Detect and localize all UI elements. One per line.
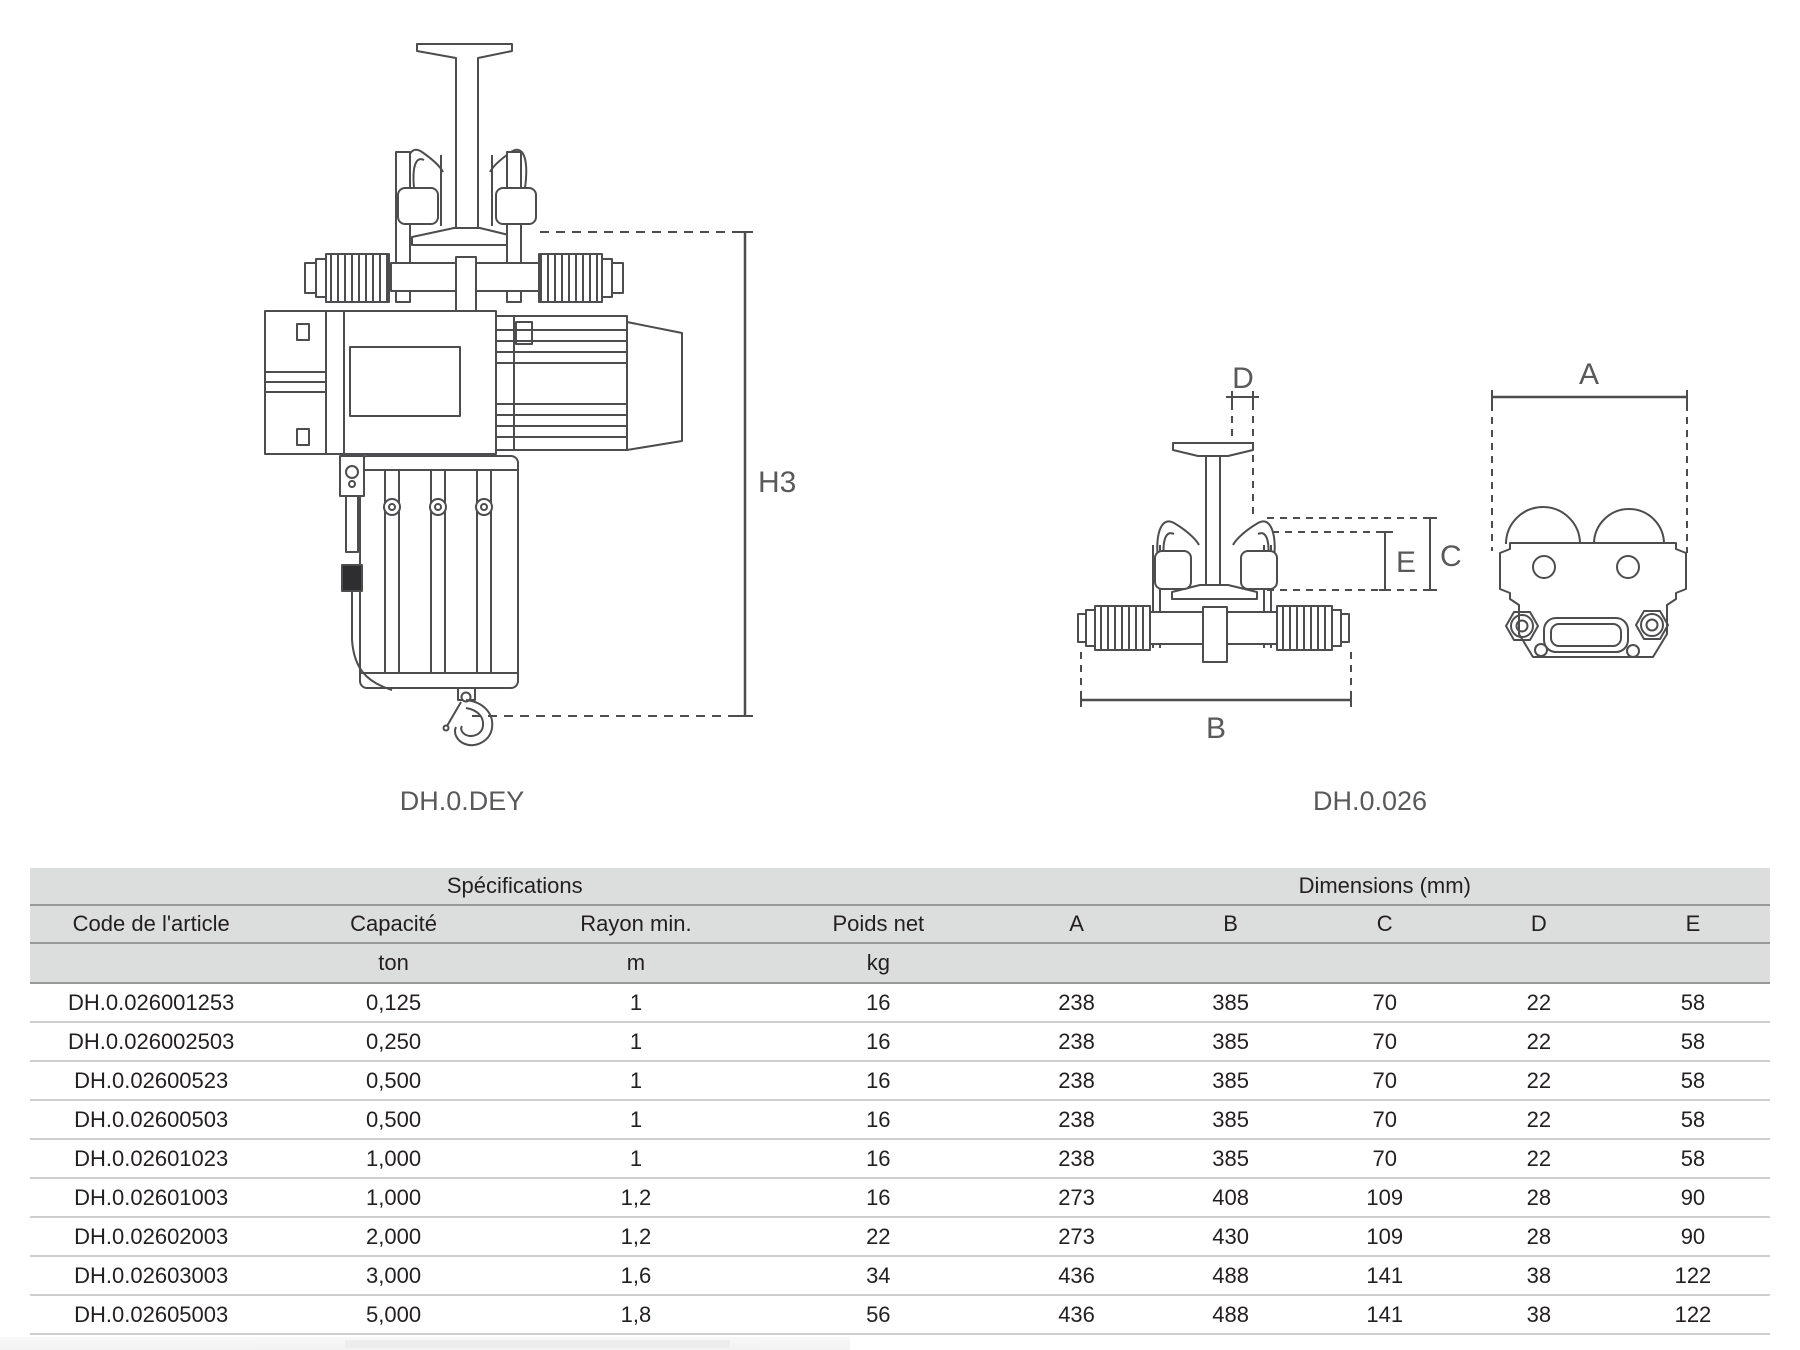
- cell-weight: 16: [757, 1100, 999, 1139]
- table-row: [30, 1100, 1770, 1139]
- column-header: Poids net: [757, 905, 999, 943]
- hoist-body: [265, 311, 682, 690]
- cell-radius: 1: [515, 1022, 757, 1061]
- cell-radius: 1: [515, 983, 757, 1022]
- cell-b: 385: [1154, 1139, 1308, 1178]
- cell-weight: 22: [757, 1217, 999, 1256]
- cell-radius: 1,2: [515, 1178, 757, 1217]
- unit-cell: [1616, 943, 1770, 983]
- cell-c: 141: [1308, 1256, 1462, 1295]
- cell-b: 385: [1154, 1022, 1308, 1061]
- cell-d: 22: [1462, 1139, 1616, 1178]
- cell-d: 28: [1462, 1217, 1616, 1256]
- unit-cell: ton: [272, 943, 514, 983]
- cell-e: 58: [1616, 1022, 1770, 1061]
- cell-code: DH.0.02605003: [30, 1295, 272, 1334]
- cell-c: 109: [1308, 1178, 1462, 1217]
- cell-weight: 16: [757, 1061, 999, 1100]
- unit-cell: [30, 943, 272, 983]
- cell-b: 385: [1154, 1061, 1308, 1100]
- cell-d: 38: [1462, 1295, 1616, 1334]
- cell-b: 408: [1154, 1178, 1308, 1217]
- cell-weight: 16: [757, 1139, 999, 1178]
- unit-cell: [1308, 943, 1462, 983]
- column-header: B: [1154, 905, 1308, 943]
- cell-e: 122: [1616, 1256, 1770, 1295]
- spec-table-container: [30, 868, 1770, 1335]
- cell-capacity: 2,000: [272, 1217, 514, 1256]
- cell-c: 70: [1308, 983, 1462, 1022]
- column-header: Capacité: [272, 905, 514, 943]
- cell-e: 58: [1616, 983, 1770, 1022]
- c-dimension-label: C: [1440, 540, 1462, 573]
- table-row: [30, 983, 1770, 1022]
- column-header: Rayon min.: [515, 905, 757, 943]
- figure-caption-left: DH.0.DEY: [399, 786, 525, 816]
- column-header: E: [1616, 905, 1770, 943]
- cell-d: 22: [1462, 1061, 1616, 1100]
- cell-capacity: 0,500: [272, 1100, 514, 1139]
- group-header-dimensions: Dimensions (mm): [1000, 868, 1771, 905]
- d-dimension: [1226, 362, 1259, 519]
- cell-capacity: 1,000: [272, 1178, 514, 1217]
- table-group-header-row: [30, 868, 1770, 905]
- cell-code: DH.0.02600503: [30, 1100, 272, 1139]
- cell-d: 38: [1462, 1256, 1616, 1295]
- cell-d: 28: [1462, 1178, 1616, 1217]
- unit-cell: m: [515, 943, 757, 983]
- column-header: Code de l'article: [30, 905, 272, 943]
- trolley-side-diagram: [1492, 358, 1687, 657]
- cell-a: 238: [1000, 1022, 1154, 1061]
- table-column-header-row: [30, 905, 1770, 943]
- cell-code: DH.0.02600523: [30, 1061, 272, 1100]
- cell-capacity: 3,000: [272, 1256, 514, 1295]
- cell-radius: 1: [515, 1100, 757, 1139]
- cell-c: 141: [1308, 1295, 1462, 1334]
- cell-c: 70: [1308, 1061, 1462, 1100]
- cell-a: 436: [1000, 1295, 1154, 1334]
- cell-e: 122: [1616, 1295, 1770, 1334]
- cell-code: DH.0.02601023: [30, 1139, 272, 1178]
- cell-code: DH.0.02603003: [30, 1256, 272, 1295]
- column-header: C: [1308, 905, 1462, 943]
- cell-weight: 16: [757, 1178, 999, 1217]
- cell-capacity: 5,000: [272, 1295, 514, 1334]
- cell-a: 238: [1000, 1139, 1154, 1178]
- cell-capacity: 0,500: [272, 1061, 514, 1100]
- cell-c: 109: [1308, 1217, 1462, 1256]
- unit-cell: kg: [757, 943, 999, 983]
- a-dimension-label: A: [1578, 358, 1600, 391]
- cell-a: 436: [1000, 1256, 1154, 1295]
- cell-b: 385: [1154, 1100, 1308, 1139]
- cell-c: 70: [1308, 1022, 1462, 1061]
- cell-b: 488: [1154, 1295, 1308, 1334]
- cell-a: 273: [1000, 1217, 1154, 1256]
- cell-weight: 56: [757, 1295, 999, 1334]
- hook: [444, 688, 493, 745]
- cell-e: 58: [1616, 1061, 1770, 1100]
- column-header: D: [1462, 905, 1616, 943]
- h3-dimension: [472, 232, 796, 716]
- table-row: [30, 1061, 1770, 1100]
- cell-capacity: 0,125: [272, 983, 514, 1022]
- h3-dimension-label: H3: [758, 466, 797, 499]
- unit-cell: [1462, 943, 1616, 983]
- cell-radius: 1,6: [515, 1256, 757, 1295]
- cell-radius: 1: [515, 1061, 757, 1100]
- unit-cell: [1154, 943, 1308, 983]
- cutoff-bottom-content: [0, 1337, 850, 1350]
- table-row: [30, 1256, 1770, 1295]
- table-row: [30, 1178, 1770, 1217]
- cell-weight: 16: [757, 1022, 999, 1061]
- cell-code: DH.0.02602003: [30, 1217, 272, 1256]
- cell-a: 238: [1000, 1061, 1154, 1100]
- cell-radius: 1: [515, 1139, 757, 1178]
- cell-radius: 1,2: [515, 1217, 757, 1256]
- cell-capacity: 0,250: [272, 1022, 514, 1061]
- cell-code: DH.0.026002503: [30, 1022, 272, 1061]
- cell-d: 22: [1462, 983, 1616, 1022]
- figure-caption-right: DH.0.026: [1312, 786, 1428, 816]
- wheel-left: [1506, 507, 1580, 544]
- cell-c: 70: [1308, 1100, 1462, 1139]
- table-row: [30, 1022, 1770, 1061]
- cell-weight: 16: [757, 983, 999, 1022]
- column-header: A: [1000, 905, 1154, 943]
- table-units-row: [30, 943, 1770, 983]
- cell-c: 70: [1308, 1139, 1462, 1178]
- cutoff-bottom-segment: [345, 1340, 730, 1348]
- cell-d: 22: [1462, 1022, 1616, 1061]
- b-dimension: [1081, 652, 1351, 745]
- cell-a: 238: [1000, 983, 1154, 1022]
- cell-b: 385: [1154, 983, 1308, 1022]
- b-dimension-label: B: [1205, 712, 1227, 745]
- c-e-dimensions: [1267, 518, 1462, 590]
- d-dimension-label: D: [1232, 362, 1254, 395]
- cell-weight: 34: [757, 1256, 999, 1295]
- cell-a: 273: [1000, 1178, 1154, 1217]
- cell-b: 430: [1154, 1217, 1308, 1256]
- cell-e: 58: [1616, 1100, 1770, 1139]
- wheel-right: [1594, 509, 1664, 544]
- table-row: [30, 1139, 1770, 1178]
- cell-d: 22: [1462, 1100, 1616, 1139]
- cell-radius: 1,8: [515, 1295, 757, 1334]
- trolley-front-diagram: [1078, 362, 1462, 745]
- unit-cell: [1000, 943, 1154, 983]
- cell-code: DH.0.02601003: [30, 1178, 272, 1217]
- table-row: [30, 1295, 1770, 1334]
- cell-e: 90: [1616, 1178, 1770, 1217]
- hoist-front-diagram: [265, 44, 796, 745]
- cell-a: 238: [1000, 1100, 1154, 1139]
- table-row: [30, 1217, 1770, 1256]
- cell-b: 488: [1154, 1256, 1308, 1295]
- cell-e: 90: [1616, 1217, 1770, 1256]
- cell-capacity: 1,000: [272, 1139, 514, 1178]
- e-dimension-label: E: [1396, 546, 1417, 579]
- cell-e: 58: [1616, 1139, 1770, 1178]
- group-header-specifications: Spécifications: [30, 868, 1000, 905]
- spec-table: [30, 868, 1770, 1335]
- cell-code: DH.0.026001253: [30, 983, 272, 1022]
